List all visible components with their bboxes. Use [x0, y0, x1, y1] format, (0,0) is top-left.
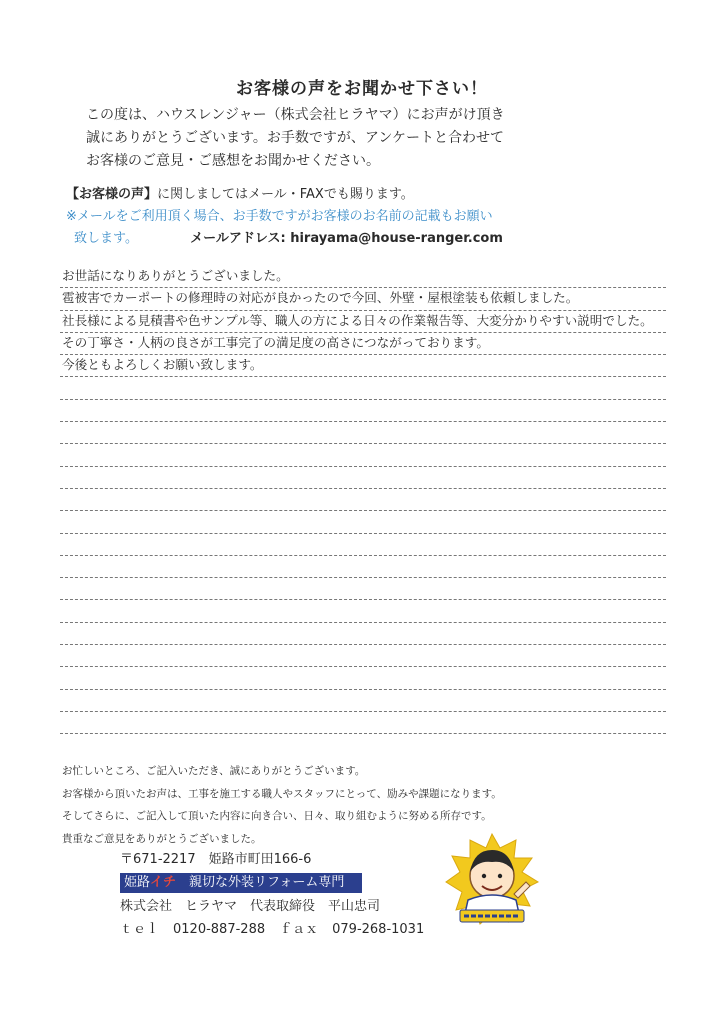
intro-line: お客様のご意見・ご感想をお聞かせください。	[86, 153, 380, 169]
email-note-end: 致します。	[74, 231, 138, 246]
voice-label: 【お客様の声】	[66, 187, 158, 202]
intro-paragraph	[86, 104, 505, 173]
email-note: ※メールをご利用頂く場合、お手数ですがお客様のお名前の記載もお願い	[66, 209, 493, 224]
tel-label: ｔｅｌ	[120, 922, 160, 937]
email-address	[190, 231, 503, 246]
closing-line: お客様から頂いたお声は、工事を施工する職人やスタッフにとって、励みや課題になります。	[62, 787, 502, 800]
contact-line	[120, 918, 424, 941]
closing-line: 貴重なご意見をありがとうございました。	[62, 832, 262, 845]
voice-text: に関しましてはメール・FAXでも賜ります。	[157, 187, 414, 202]
email-label: メールアドレス:	[190, 231, 286, 246]
closing-message	[62, 760, 502, 850]
intro-line: この度は、ハウスレンジャー（株式会社ヒラヤマ）にお声がけ頂き	[86, 107, 505, 123]
banner-city: 姫路	[124, 875, 151, 890]
blank-line	[60, 467, 666, 489]
company-name: 株式会社 ヒラヤマ 代表取締役 平山忠司	[120, 899, 381, 914]
fax-number: 079-268-1031	[332, 922, 425, 937]
banner-tagline: 親切な外装リフォーム専門	[189, 875, 345, 890]
comment-line: 雹被害でカーポートの修理時の対応が良かったので今回、外壁・屋根塗装も依頼しました。	[60, 288, 666, 310]
banner-ichi: イチ	[150, 875, 177, 890]
company-banner	[120, 873, 362, 893]
blank-line	[60, 400, 666, 422]
closing-line: そしてさらに、ご記入して頂いた内容に向き合い、日々、取り組むように努める所存です。	[62, 810, 492, 822]
email-line	[74, 228, 503, 250]
blank-line	[60, 600, 666, 622]
voice-info	[66, 184, 414, 206]
comment-line: その丁寧さ・人柄の良さが工事完了の満足度の高さにつながっております。	[60, 333, 666, 355]
blank-line	[60, 511, 666, 533]
blank-line	[60, 556, 666, 578]
blank-line	[60, 623, 666, 645]
blank-line	[60, 578, 666, 600]
company-address: 〒671-2217 姫路市町田166-6	[120, 852, 312, 867]
closing-line: お忙しいところ、ご記入いただき、誠にありがとうございます。	[62, 765, 366, 777]
blank-line	[60, 534, 666, 556]
email-value: hirayama@house-ranger.com	[290, 231, 503, 246]
blank-line	[60, 645, 666, 667]
blank-line	[60, 377, 666, 399]
intro-line: 誠にありがとうございます。お手数ですが、アンケートと合わせて	[86, 130, 505, 146]
comment-line: 社長様による見積書や色サンプル等、職人の方による日々の作業報告等、大変分かりやすい説明でした。	[60, 311, 666, 333]
mascot-logo-icon	[444, 832, 540, 928]
blank-line	[60, 444, 666, 466]
comment-area	[60, 266, 666, 734]
comment-line: 今後ともよろしくお願い致します。	[60, 355, 666, 377]
blank-line	[60, 422, 666, 444]
blank-line	[60, 489, 666, 511]
fax-label: ｆａｘ	[279, 922, 319, 937]
page-title: お客様の声をお聞かせ下さい！	[236, 79, 488, 99]
blank-line	[60, 690, 666, 712]
comment-line: お世話になりありがとうございました。	[60, 266, 666, 288]
blank-line	[60, 712, 666, 734]
tel-number: 0120-887-288	[173, 922, 266, 937]
blank-line	[60, 667, 666, 689]
company-info	[120, 848, 424, 941]
